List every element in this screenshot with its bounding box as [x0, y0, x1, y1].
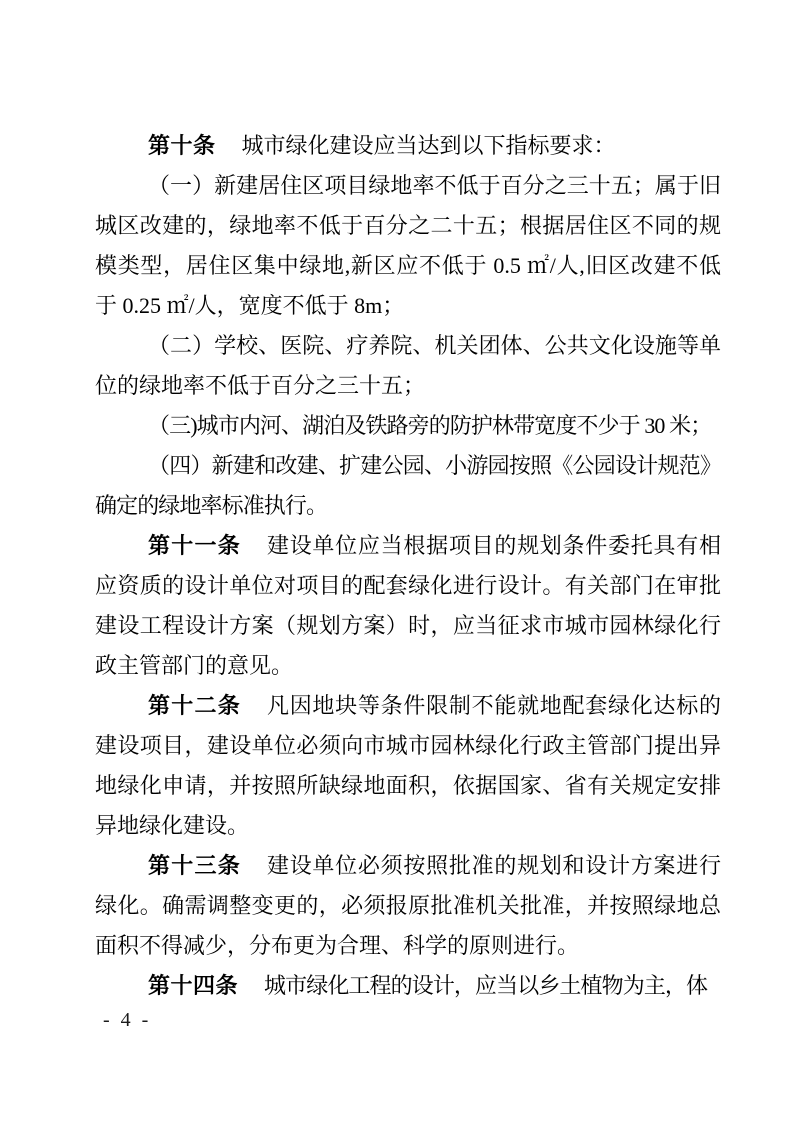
article-number: 第十条 — [148, 133, 216, 158]
paragraph-article-14 — [95, 966, 721, 1006]
paragraph-article-10 — [95, 126, 721, 166]
article-number: 第十四条 — [148, 973, 239, 998]
paragraph-text: 建设单位应当根据项目的规划条件委托具有相应资质的设计单位对项目的配套绿化进行设计。有关部门在审批建设工程设计方案（规划方案）时，应当征求市城市园林绿化行政主管部门的意见。 — [95, 533, 721, 678]
paragraph-text: （四）新建和改建、扩建公园、小游园按照《公园设计规范》确定的绿地率标准执行。 — [95, 453, 721, 518]
article-number: 第十二条 — [148, 693, 241, 718]
document-body — [95, 126, 721, 1006]
page-number: - 4 - — [103, 1009, 152, 1031]
paragraph-text: （三)城市内河、湖泊及铁路旁的防护林带宽度不少于 30 米； — [148, 413, 712, 438]
paragraph-item-4 — [95, 446, 721, 526]
paragraph-item-1 — [95, 166, 721, 326]
paragraph-article-11 — [95, 526, 721, 686]
article-number: 第十一条 — [148, 533, 241, 558]
paragraph-text: （一）新建居住区项目绿地率不低于百分之三十五；属于旧城区改建的，绿地率不低于百分之二十五；根据居住区不同的规模类型，居住区集中绿地,新区应不低于 0.5 ㎡/人,旧区改建不低于 0.25 ㎡/人，宽度不低于 8m； — [95, 173, 721, 318]
paragraph-text: 建设单位必须按照批准的规划和设计方案进行绿化。确需调整变更的，必须报原批准机关批准，并按照绿地总面积不得减少，分布更为合理、科学的原则进行。 — [95, 853, 721, 958]
paragraph-article-12 — [95, 686, 721, 846]
paragraph-text: （二）学校、医院、疗养院、机关团体、公共文化设施等单位的绿地率不低于百分之三十五； — [95, 333, 721, 398]
paragraph-text: 凡因地块等条件限制不能就地配套绿化达标的建设项目，建设单位必须向市城市园林绿化行政主管部门提出异地绿化申请，并按照所缺绿地面积，依据国家、省有关规定安排异地绿化建设。 — [95, 693, 721, 838]
paragraph-item-3 — [95, 406, 721, 446]
paragraph-article-13 — [95, 846, 721, 966]
paragraph-item-2 — [95, 326, 721, 406]
paragraph-text: 城市绿化工程的设计，应当以乡土植物为主，体 — [264, 973, 708, 998]
paragraph-text: 城市绿化建设应当达到以下指标要求： — [241, 133, 616, 158]
article-number: 第十三条 — [148, 853, 241, 878]
